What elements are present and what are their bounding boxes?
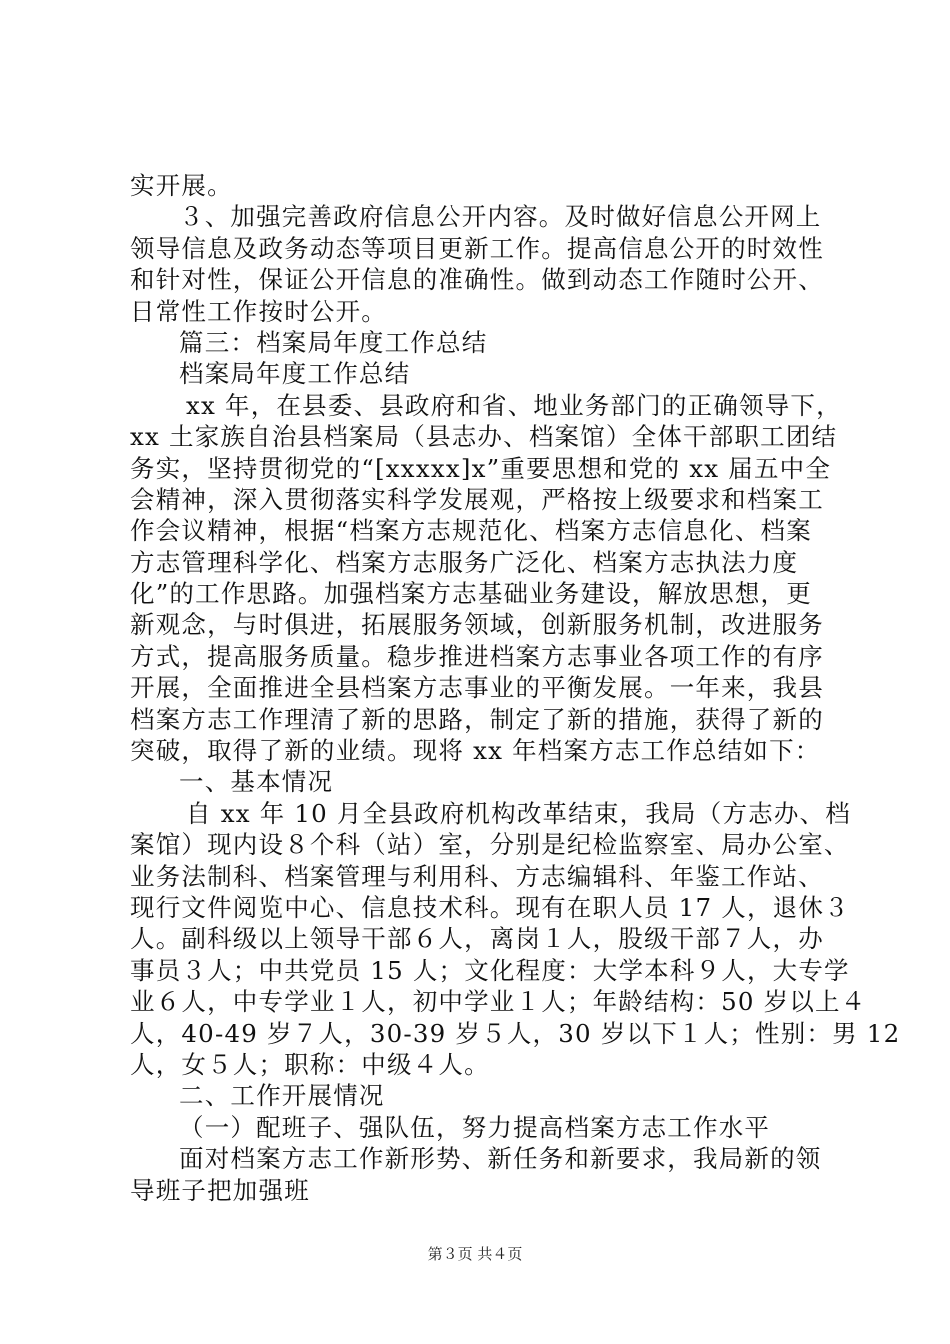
text-line: 面对档案方志工作新形势、新任务和新要求，我局新的领	[179, 1144, 822, 1174]
text-line: 方志管理科学化、档案方志服务广泛化、档案方志执法力度	[130, 547, 799, 577]
text-line: xx 年，在县委、县政府和省、地业务部门的正确领导下，	[186, 390, 842, 420]
text-line: 日常性工作按时公开。	[130, 296, 387, 326]
text-line: 人，女５人；职称：中级４人。	[130, 1049, 490, 1079]
text-line: 开展，全面推进全县档案方志事业的平衡发展。一年来，我县	[130, 673, 824, 703]
section-heading: 一、基本情况	[179, 767, 334, 797]
subsection-heading: （一）配班子、强队伍，努力提高档案方志工作水平	[179, 1112, 771, 1142]
text-line: 和针对性，保证公开信息的准确性。做到动态工作随时公开、	[130, 265, 824, 295]
text-line: 领导信息及政务动态等项目更新工作。提高信息公开的时效性	[130, 233, 824, 263]
text-line: 方式，提高服务质量。稳步推进档案方志事业各项工作的有序	[130, 641, 824, 671]
document-title: 档案局年度工作总结	[179, 359, 411, 389]
text-line: 实开展。	[130, 171, 233, 200]
text-line: 业６人，中专学业１人，初中学业１人；年龄结构：50 岁以上４	[130, 987, 867, 1017]
section-heading: 篇三：档案局年度工作总结	[179, 327, 488, 357]
section-heading: 二、工作开展情况	[179, 1081, 385, 1111]
text-line: 档案方志工作理清了新的思路，制定了新的措施，获得了新的	[130, 704, 824, 734]
text-line: xx 土家族自治县档案局（县志办、档案馆）全体干部职工团结	[130, 422, 838, 452]
text-line: 化”的工作思路。加强档案方志基础业务建设，解放思想，更	[130, 579, 812, 609]
text-line: 会精神，深入贯彻落实科学发展观，严格按上级要求和档案工	[130, 484, 824, 514]
text-line: 人。副科级以上领导干部６人，离岗１人，股级干部７人，办	[130, 924, 824, 954]
text-line: 事员３人；中共党员 15 人；文化程度：大学本科９人，大专学	[130, 955, 850, 985]
text-line: 现行文件阅览中心、信息技术科。现有在职人员 17 人，退休３	[130, 892, 850, 922]
text-line: 导班子把加强班	[130, 1175, 310, 1205]
text-line: 人，40-49 岁７人，30-39 岁５人，30 岁以下１人；性别：男 12	[130, 1018, 901, 1048]
text-line: 案馆）现内设８个科（站）室，分别是纪检监察室、局办公室、	[130, 830, 850, 860]
text-line: 突破，取得了新的业绩。现将 xx 年档案方志工作总结如下：	[130, 736, 821, 766]
text-line: 自 xx 年 10 月全县政府机构改革结束，我局（方志办、档	[186, 798, 851, 828]
text-line: 务实，坚持贯彻党的“[xxxxx]x”重要思想和党的 xx 届五中全	[130, 453, 832, 483]
page-number-footer: 第３页 共４页	[427, 1245, 523, 1263]
text-line: 业务法制科、档案管理与利用科、方志编辑科、年鉴工作站、	[130, 861, 824, 891]
text-line: 新观念，与时俱进，拓展服务领域，创新服务机制，改进服务	[130, 610, 824, 640]
text-line: ３、加强完善政府信息公开内容。及时做好信息公开网上	[179, 202, 822, 232]
text-line: 作会议精神，根据“档案方志规范化、档案方志信息化、档案	[130, 516, 812, 546]
document-body	[130, 170, 901, 1206]
